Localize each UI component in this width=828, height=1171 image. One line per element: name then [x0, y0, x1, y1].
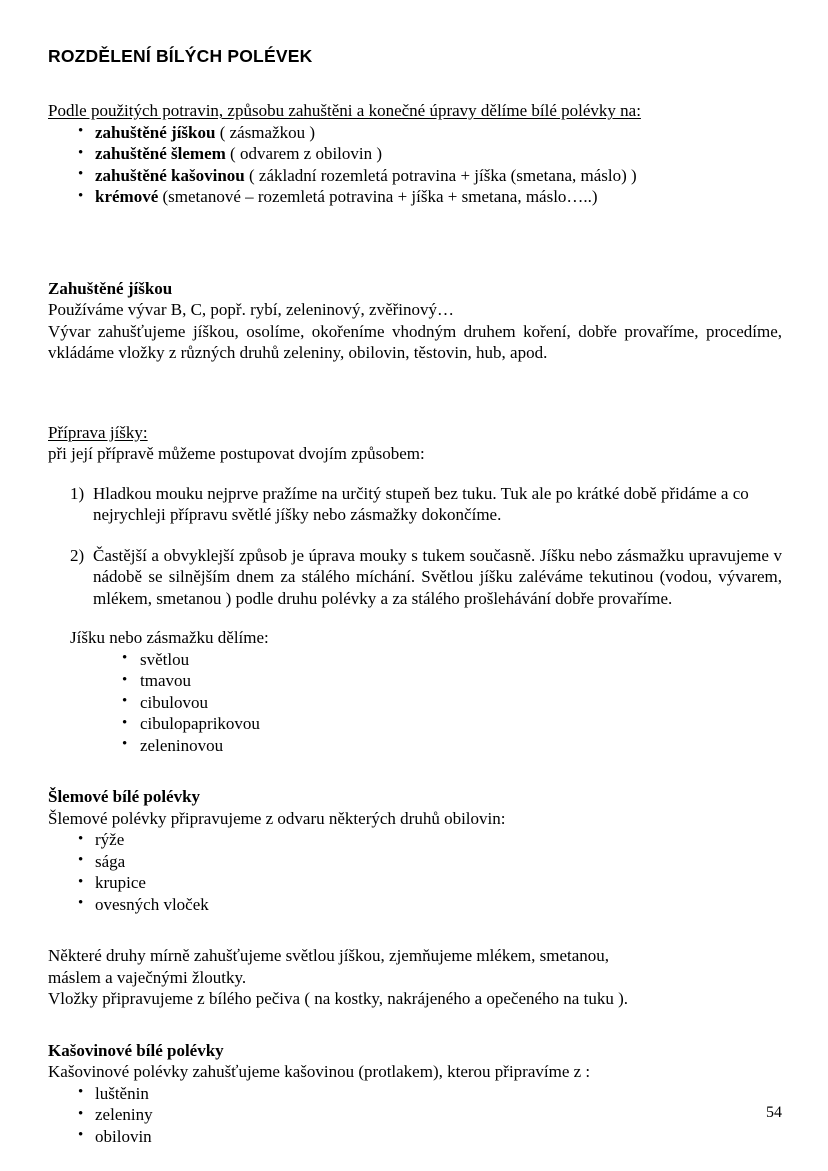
- list-item-term: zahuštěné jíškou: [95, 122, 216, 142]
- list-item-detail: ( odvarem z obilovin ): [225, 144, 383, 163]
- intro-lead: [48, 100, 782, 122]
- list-item: • krupice: [48, 872, 782, 894]
- list-item: • světlou: [48, 649, 782, 671]
- list-item: • ovesných vloček: [48, 894, 782, 916]
- list-item: [48, 483, 782, 526]
- list-item: • luštěnin: [48, 1083, 782, 1105]
- spacer: [48, 609, 782, 627]
- section-slemove-note-line3: Vložky připravujeme z bílého pečiva ( na kostky, nakrájeného a opečeného na tuku ).: [48, 989, 628, 1008]
- page-number: 54: [766, 1104, 782, 1121]
- list-item-marker: 2): [70, 545, 85, 565]
- list-item: • zeleniny: [48, 1104, 782, 1126]
- list-item-detail: ( základní rozemletá potravina + jíška (smetana, máslo) ): [244, 165, 637, 185]
- list-item: [48, 165, 782, 187]
- priprava-steps: [48, 483, 782, 610]
- section-slemove-note-line2: máslem a vaječnými žloutky.: [48, 967, 247, 987]
- jisku-delime-lead: Jíšku nebo zásmažku dělíme:: [70, 628, 269, 647]
- list-item: • rýže: [48, 829, 782, 851]
- list-item: • sága: [48, 851, 782, 873]
- list-item: • cibulopaprikovou: [48, 713, 782, 735]
- section-slemove-lead: Šlemové polévky připravujeme z odvaru některých druhů obilovin:: [48, 808, 506, 828]
- intro-lead-text: Podle použitých potravin, způsobu zahuštěni a konečné úpravy dělíme bílé polévky na:: [48, 101, 641, 120]
- list-item: [48, 122, 782, 144]
- section-priprava-subheading: při její přípravě můžeme postupovat dvojím způsobem:: [48, 444, 425, 463]
- list-item: • obilovin: [48, 1126, 782, 1148]
- list-item: [48, 143, 782, 165]
- list-item: [48, 186, 782, 208]
- kasovinove-list: [48, 1083, 782, 1148]
- list-item-detail: (smetanové – rozemletá potravina + jíška + smetana, máslo…..): [158, 187, 598, 206]
- section-kasovinove-lead: Kašovinové polévky zahušťujeme kašovinou (protlakem), kterou připravíme z :: [48, 1062, 591, 1081]
- section-heading-jiskou: Zahuštěné jíškou: [48, 278, 173, 298]
- section-heading-kasovinove: Kašovinové bílé polévky: [48, 1040, 224, 1060]
- jisku-delime-list: [48, 649, 782, 757]
- spacer: [48, 465, 782, 483]
- spacer: [48, 915, 782, 945]
- section-jiskou-line2: Vývar zahušťujeme jíškou, osolíme, okořeníme vhodným druhem koření, dobře provaříme, procedíme, vkládáme vložky z různých druhů zeleniny, obilovin, těstovin, hub, apod.: [48, 321, 782, 362]
- list-item-text: Hladkou mouku nejprve pražíme na určitý stupeň bez tuku. Tuk ale po krátké době přidáme a co nejrychleji přípravu světlé jíšky nebo zásmažky dokončíme.: [93, 483, 749, 524]
- list-item: [48, 545, 782, 610]
- spacer: [48, 208, 782, 278]
- list-item-term: zahuštěné kašovinou: [95, 165, 245, 185]
- list-item-marker: 1): [70, 483, 85, 503]
- section-jiskou-line1: Používáme vývar B, C, popř. rybí, zeleninový, zvěřinový…: [48, 300, 455, 319]
- list-item: • cibulovou: [48, 692, 782, 714]
- spacer: [48, 1010, 782, 1040]
- spacer: [48, 756, 782, 786]
- section-slemove-note-line1: Některé druhy mírně zahušťujeme světlou jíškou, zjemňujeme mlékem, smetanou,: [48, 946, 610, 965]
- section-heading-slemove: Šlemové bílé polévky: [48, 787, 201, 806]
- list-item-detail: ( zásmažkou ): [215, 122, 316, 142]
- list-item-term: zahuštěné šlemem: [95, 144, 226, 163]
- section-heading-priprava-text: Příprava jíšky:: [48, 422, 148, 442]
- list-item-text: Častější a obvyklejší způsob je úprava mouky s tukem současně. Jíšku nebo zásmažku upravujeme v nádobě se silnějším dnem za stálého míchání. Světlou jíšku zaléváme tekutinou (vodou, vývarem, mlékem, smetanou ) podle druhu polévky a za stálého prošlehávání dobře provaříme.: [93, 545, 782, 608]
- intro-list: [48, 122, 782, 208]
- page-title: ROZDĚLENÍ BÍLÝCH POLÉVEK: [48, 46, 313, 66]
- document-body: [48, 0, 782, 1147]
- list-item: • zeleninovou: [48, 735, 782, 757]
- slemove-list: [48, 829, 782, 915]
- list-item-term: krémové: [95, 187, 159, 206]
- section-heading-priprava: [48, 422, 782, 444]
- list-item: • tmavou: [48, 670, 782, 692]
- spacer: [48, 364, 782, 422]
